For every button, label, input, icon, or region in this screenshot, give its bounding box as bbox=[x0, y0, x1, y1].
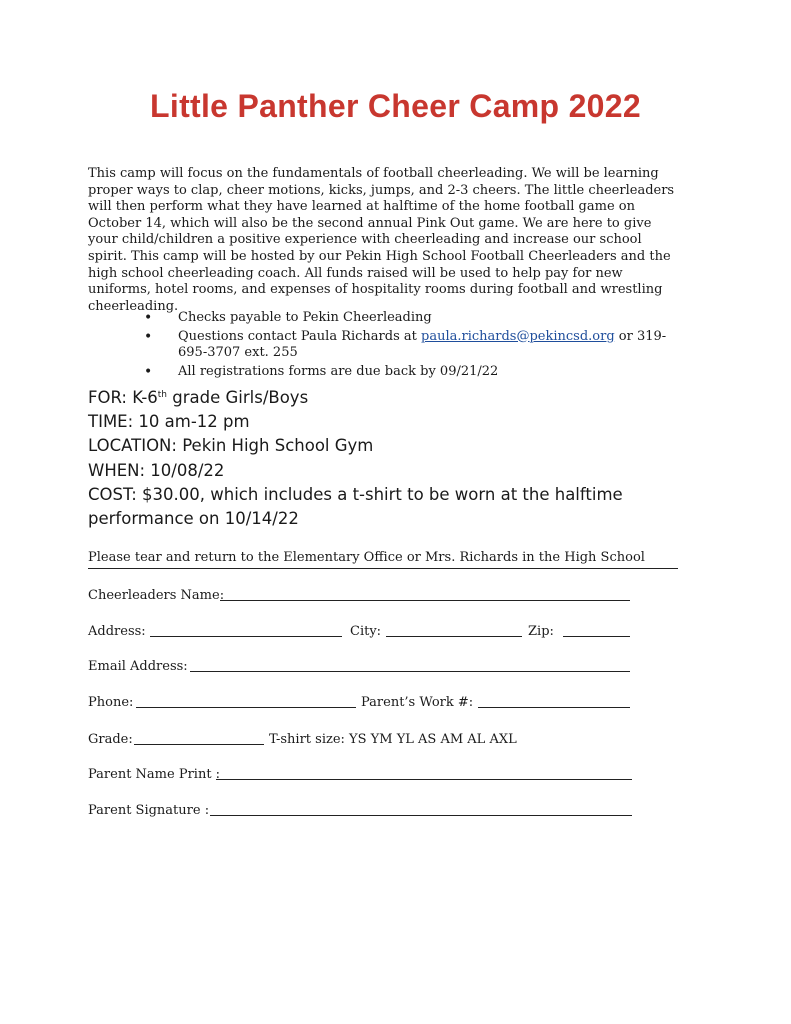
detail-for bbox=[88, 383, 728, 410]
zip-label: Zip: bbox=[528, 624, 554, 639]
phone-field[interactable] bbox=[136, 707, 356, 708]
row-parent-name bbox=[88, 767, 633, 785]
event-details bbox=[88, 383, 728, 531]
row-email bbox=[88, 659, 633, 677]
bullet-icon: • bbox=[144, 328, 153, 345]
bullet-deadline-text: All registrations forms are due back by 09/21/22 bbox=[178, 363, 499, 379]
bullet-questions bbox=[144, 329, 674, 362]
parent-signature-label: Parent Signature : bbox=[88, 803, 210, 818]
intro-paragraph bbox=[88, 166, 678, 315]
city-label: City: bbox=[350, 624, 382, 639]
questions-prefix: Questions contact Paula Richards at bbox=[178, 328, 421, 344]
detail-when: WHEN: 10/08/22 bbox=[88, 460, 225, 480]
contact-email-link[interactable]: paula.richards@pekincsd.org bbox=[421, 328, 615, 344]
bullet-icon: • bbox=[144, 363, 153, 380]
parent-signature-field[interactable] bbox=[210, 815, 632, 816]
bullet-checks-text: Checks payable to Pekin Cheerleading bbox=[178, 310, 432, 325]
bullet-icon: • bbox=[144, 310, 153, 326]
detail-location: LOCATION: Pekin High School Gym bbox=[88, 436, 374, 456]
for-suffix: grade Girls/Boys bbox=[167, 388, 309, 407]
bullet-checks bbox=[144, 310, 674, 327]
row-phone bbox=[88, 695, 633, 713]
row-address bbox=[88, 624, 633, 642]
email-field[interactable] bbox=[190, 671, 630, 672]
grade-field[interactable] bbox=[134, 744, 264, 745]
bullet-deadline bbox=[144, 364, 674, 381]
cheerleader-name-label: Cheerleaders Name: bbox=[88, 588, 225, 603]
row-cheerleader-name bbox=[88, 588, 633, 606]
zip-field[interactable] bbox=[563, 636, 630, 637]
parent-work-label: Parent’s Work #: bbox=[361, 695, 474, 710]
detail-time: TIME: 10 am-12 pm bbox=[88, 412, 250, 432]
detail-cost: COST: $30.00, which includes a t-shirt to be worn at the halftime performance on 10/14/22 bbox=[88, 484, 623, 529]
page-title: Little Panther Cheer Camp 2022 bbox=[150, 88, 641, 124]
parent-name-field[interactable] bbox=[216, 779, 632, 780]
address-field[interactable] bbox=[150, 636, 342, 637]
info-bullets bbox=[144, 310, 674, 382]
email-label: Email Address: bbox=[88, 659, 188, 674]
row-parent-signature bbox=[88, 803, 633, 821]
tshirt-size-label: T-shirt size: YS YM YL AS AM AL AXL bbox=[269, 732, 517, 747]
cheerleader-name-field[interactable] bbox=[220, 600, 630, 601]
city-field[interactable] bbox=[386, 636, 522, 637]
for-superscript: th bbox=[157, 390, 168, 400]
tear-instruction: Please tear and return to the Elementary Office or Mrs. Richards in the High School bbox=[88, 550, 678, 569]
questions-suffix: or 319-695-3707 ext. 255 bbox=[178, 328, 667, 361]
parent-work-field[interactable] bbox=[478, 707, 630, 708]
grade-label: Grade: bbox=[88, 732, 133, 747]
address-label: Address: bbox=[88, 624, 146, 639]
parent-name-label: Parent Name Print : bbox=[88, 767, 221, 782]
intro-text: This camp will focus on the fundamentals of football cheerleading. We will be learning proper ways to clap, cheer motions, kicks, jumps, and 2-3 cheers. The little cheerleaders will then perform what they have learned at halftime of the home football game on October 14, which will also be the second annual Pink Out game. We are here to give your child/children a positive experience with cheerleading and increase our school spirit. This camp will be hosted by our Pekin High School Football Cheerleaders and the high school cheerleading coach. All funds raised will be used to help pay for new uniforms, hotel rooms, and expenses of hospitality rooms during football and wrestling cheerleading. bbox=[88, 166, 675, 314]
row-grade bbox=[88, 732, 633, 750]
phone-label: Phone: bbox=[88, 695, 134, 710]
for-prefix: FOR: K-6 bbox=[88, 388, 158, 407]
